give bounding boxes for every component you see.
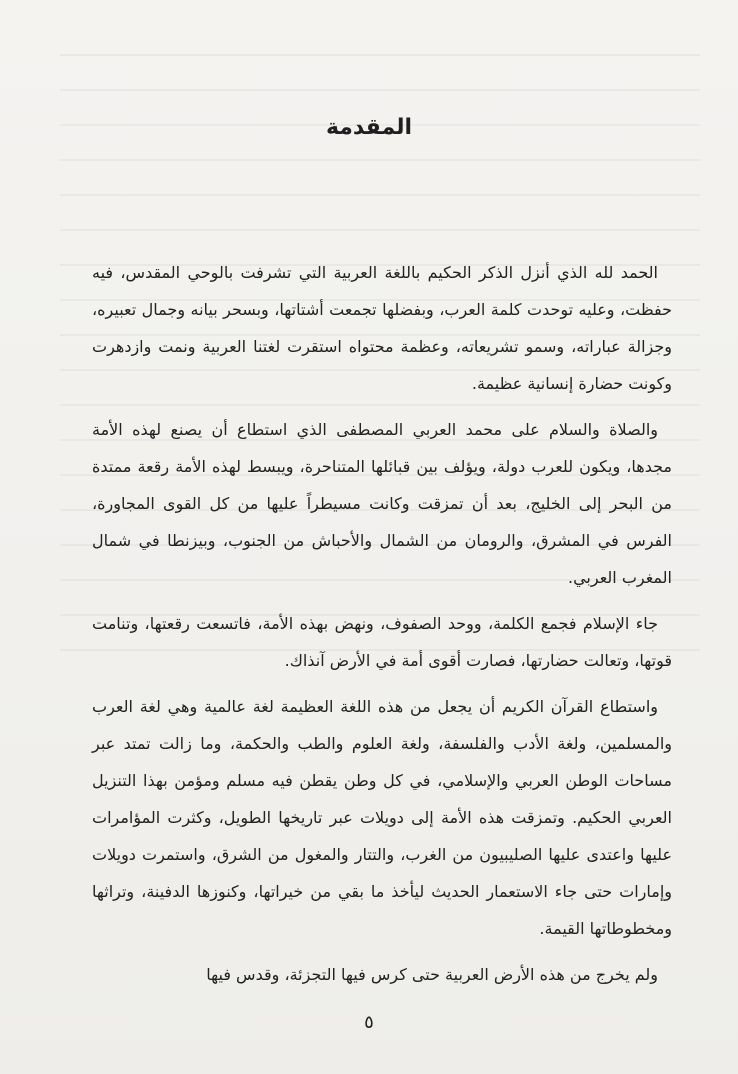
paragraph-2: والصلاة والسلام على محمد العربي المصطفى الذي استطاع أن يصنع لهذه الأمة مجدها، ويكون للعرب دولة، ويؤلف بين قبائلها المتناحرة، ويبسط لهذه الأمة رقعة ممتدة من البحر إلى الخليج، بعد أن تمزقت وكانت مسيطراً عليها من كل القوى المجاورة، الفرس في المشرق، والرومان من الشمال والأحباش من الجنوب، وبيزنطا في شمال المغرب العربي.: [92, 420, 672, 587]
page-number: ٥: [364, 1012, 374, 1033]
paragraph-1: الحمد لله الذي أنزل الذكر الحكيم باللغة العربية التي تشرفت بالوحي المقدس، فيه حفظت، وعليه توحدت كلمة العرب، وبفضلها تجمعت أشتاتها، وبسحر بيانه وجمال تعبيره، وجزالة عباراته، وسمو تشريعاته، وعظمة محتواه استقرت لغتنا العربية ونمت وازدهرت وكونت حضارة إنسانية عظيمة.: [92, 263, 672, 393]
body-text: [92, 254, 672, 1002]
paragraph-4: واستطاع القرآن الكريم أن يجعل من هذه اللغة العظيمة لغة عالمية وهي لغة العرب والمسلمين، ولغة الأدب والفلسفة، ولغة العلوم والطب والحكمة، وما زالت تمتد عبر مساحات الوطن العربي والإسلامي، في كل وطن يقطن فيه مسلم ومؤمن بهذا التنزيل العربي الحكيم. وتمزقت هذه الأمة إلى دويلات عبر تاريخها الطويل، وكثرت المؤامرات عليها واعتدى عليها الصليبيون من الغرب، والتتار والمغول من الشرق، واستمرت دويلات وإمارات حتى جاء الاستعمار الحديث ليأخذ ما بقي من خيراتها، وكنوزها الدفينة، وتراثها ومخطوطاتها القيمة.: [92, 697, 672, 938]
page-title: المقدمة: [325, 115, 413, 140]
paragraph-5: ولم يخرج من هذه الأرض العربية حتى كرس فيها التجزئة، وقدس فيها: [206, 965, 658, 984]
paragraph-3: جاء الإسلام فجمع الكلمة، ووحد الصفوف، ونهض بهذه الأمة، فاتسعت رقعتها، وتنامت قوتها، وتعالت حضارتها، فصارت أقوى أمة في الأرض آنذاك.: [92, 614, 672, 670]
